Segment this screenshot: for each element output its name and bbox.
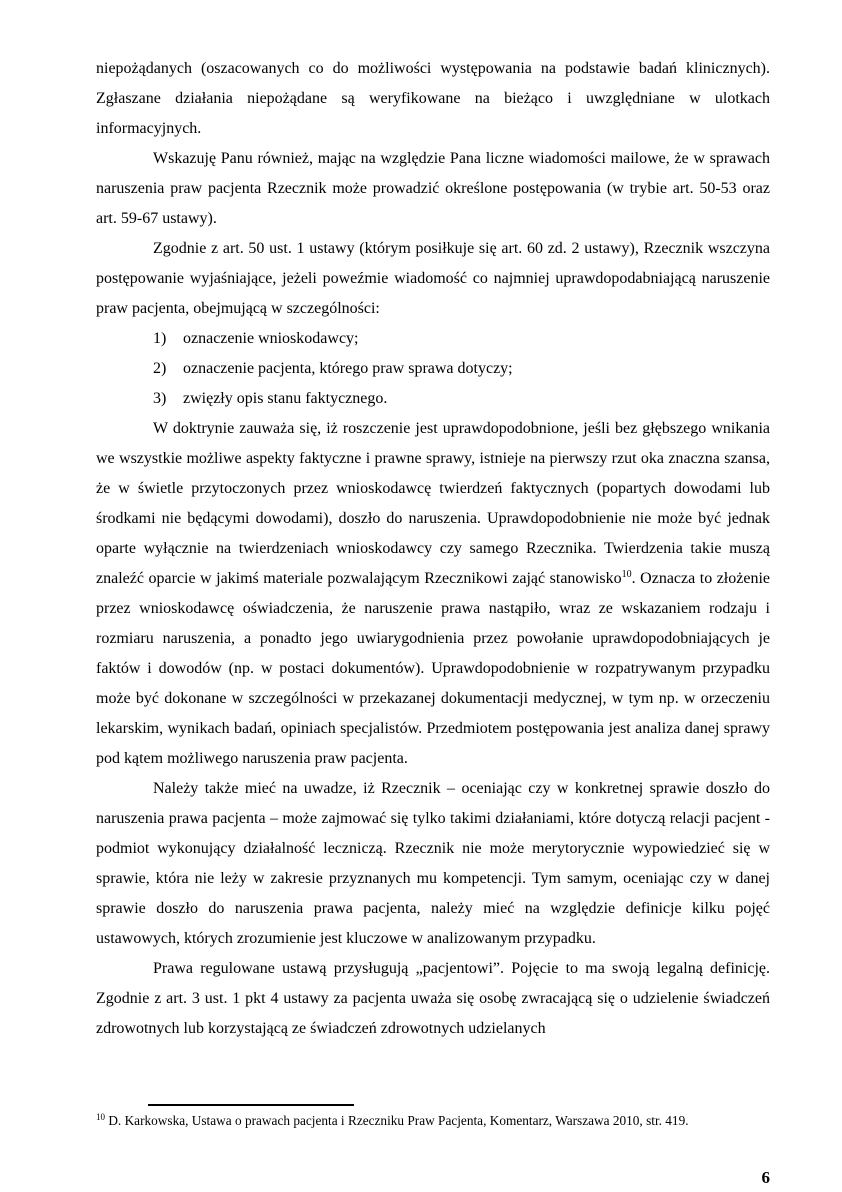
body-paragraph: Należy także mieć na uwadze, iż Rzecznik – oceniając czy w konkretnej sprawie doszło do naruszenia prawa pacjenta – może zajmować się tylko takimi działaniami, które dotyczą relacji pacjent - podmiot wykonujący działalność leczniczą. Rzecznik nie może merytorycznie wypowiedzieć się w sprawie, która nie leży w zakresie przyznanych mu kompetencji. Tym samym, oceniając czy w danej sprawie doszło do naruszenia prawa pacjenta, należy mieć na względzie definicje kilku pojęć ustawowych, których zrozumienie jest kluczowe w analizowanym przypadku. <box>96 780 770 947</box>
list-item <box>96 354 770 384</box>
numbered-list <box>96 324 770 414</box>
list-item-number: 3) <box>153 390 167 407</box>
list-item-number: 1) <box>153 330 167 347</box>
list-item <box>96 324 770 354</box>
body-paragraph-continuation: niepożądanych (oszacowanych co do możliwości występowania na podstawie badań klinicznych). Zgłaszane działania niepożądane są weryfikowane na bieżąco i uwzględniane w ulotkach informacyjnych. <box>96 60 770 137</box>
document-body <box>96 54 770 1044</box>
footnote <box>96 1112 770 1130</box>
paragraph-text: W doktrynie zauważa się, iż roszczenie jest uprawdopodobnione, jeśli bez głębszego wnikania we wszystkie możliwe aspekty faktyczne i prawne sprawy, istnieje na pierwszy rzut oka znaczna szansa, że w świetle przytoczonych przez wnioskodawcę twierdzeń faktycznych (popartych dowodami lub środkami nie będącymi dowodami), doszło do naruszenia. Uprawdopodobnienie nie może być jednak oparte wyłącznie na twierdzeniach wnioskodawcy czy samego Rzecznika. Twierdzenia takie muszą znaleźć oparcie w jakimś materiale pozwalającym Rzecznikowi zająć stanowisko <box>96 420 770 587</box>
list-item-text: oznaczenie pacjenta, którego praw sprawa dotyczy; <box>183 360 513 377</box>
body-paragraph: Wskazuję Panu również, mając na względzie Pana liczne wiadomości mailowe, że w sprawach naruszenia praw pacjenta Rzecznik może prowadzić określone postępowania (w trybie art. 50-53 oraz art. 59-67 ustawy). <box>96 150 770 227</box>
list-item-number: 2) <box>153 360 167 377</box>
body-paragraph: Zgodnie z art. 50 ust. 1 ustawy (którym posiłkuje się art. 60 zd. 2 ustawy), Rzecznik wszczyna postępowanie wyjaśniające, jeżeli poweźmie wiadomość co najmniej uprawdopodabniającą naruszenie praw pacjenta, obejmującą w szczególności: <box>96 240 770 317</box>
footnote-text: D. Karkowska, Ustawa o prawach pacjenta i Rzeczniku Praw Pacjenta, Komentarz, Warszawa 2010, str. 419. <box>108 1113 689 1128</box>
list-item-text: oznaczenie wnioskodawcy; <box>183 330 359 347</box>
footnote-marker: 10 <box>96 1112 105 1122</box>
body-paragraph: Prawa regulowane ustawą przysługują „pacjentowi”. Pojęcie to ma swoją legalną definicję. Zgodnie z art. 3 ust. 1 pkt 4 ustawy za pacjenta uważa się osobę zwracającą się o udzielenie świadczeń zdrowotnych lub korzystającą ze świadczeń zdrowotnych udzielanych <box>96 960 770 1037</box>
page-number: 6 <box>761 1168 770 1187</box>
footnote-reference: 10 <box>621 569 632 580</box>
body-paragraph-with-footnote-ref <box>96 414 770 774</box>
list-item <box>96 384 770 414</box>
paragraph-text: . Oznacza to złożenie przez wnioskodawcę oświadczenia, że naruszenie prawa nastąpiło, wraz ze wskazaniem rodzaju i rozmiaru naruszenia, a ponadto jego uwiarygodnienia przez powołanie uprawdopodobniających je faktów i dowodów (np. w postaci dokumentów). Uprawdopodobnienie w rozpatrywanym przypadku może być dokonane w szczególności w przekazanej dokumentacji medycznej, w tym np. w orzeczeniu lekarskim, wynikach badań, opiniach specjalistów. Przedmiotem postępowania jest analiza danej sprawy pod kątem możliwego naruszenia praw pacjenta. <box>96 570 770 767</box>
footnote-separator-rule <box>148 1104 354 1106</box>
list-item-text: zwięzły opis stanu faktycznego. <box>183 390 388 407</box>
footnote-area <box>96 1104 770 1130</box>
